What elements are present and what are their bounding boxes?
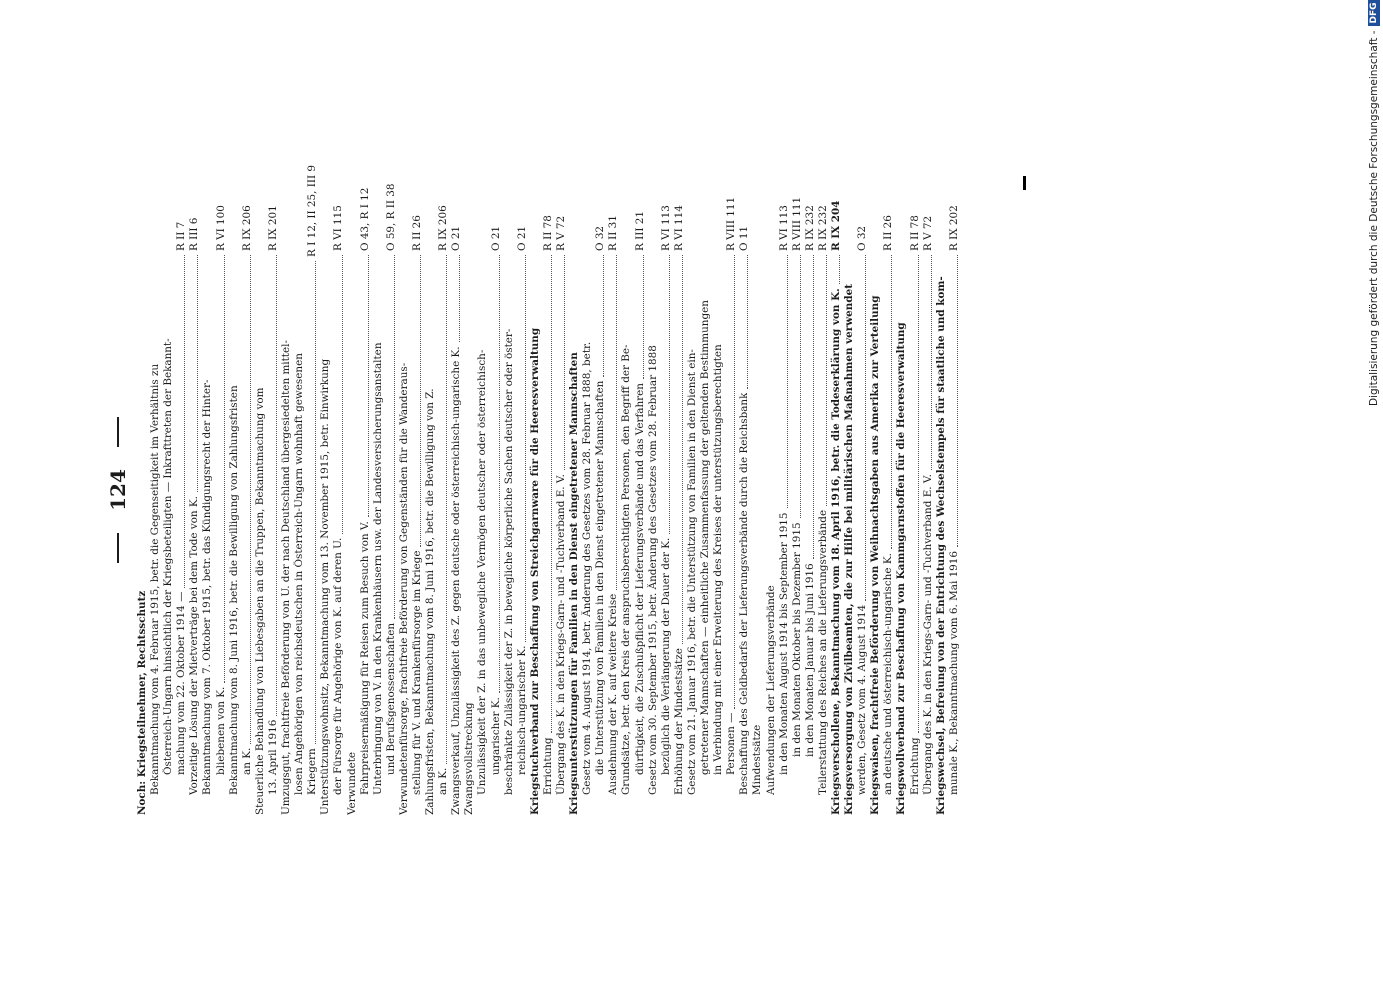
index-entry [332,165,345,815]
dot-leader [224,255,225,683]
dot-leader [747,255,748,389]
entry-reference: O 21 [489,225,502,251]
entry-text: in Verbindung mit einer Erweiterung des Kreises der unterstützungsberechtigten [712,344,725,775]
index-entry [503,165,516,815]
header-dash-left [117,533,119,563]
entry-reference: O 59, R II 38 [384,183,397,251]
index-entry [476,165,489,815]
entry-text: Gesetz vom 4. August 1914, betr. Änderung des Gesetzes vom 28. Februar 1888, betr. [581,341,594,795]
entry-text: in den Monaten Oktober bis Dezember 1915 [790,522,803,757]
dot-leader [459,255,460,342]
entry-reference: R VI 114 [672,205,685,251]
entry-text: Kriegsverschollene, Bekanntmachung vom 18. April 1916, betr. die Todeserklärung von K. [829,288,842,815]
dot-leader [800,255,801,518]
entry-text: in den Monaten Januar bis Juni 1916 [803,563,816,757]
index-entry [450,165,463,815]
dot-leader [499,255,500,693]
entry-reference: R II 26 [410,215,423,251]
dot-leader [682,255,683,644]
index-entry [817,165,830,815]
index-entry [319,165,332,815]
index-entry [228,165,241,815]
entry-text: Erhöhung der Mindestsätze [672,648,685,795]
entry-text: Grundsätze, betr. den Kreis der anspruchsberechtigten Personen, den Begriff der Be- [620,344,633,795]
dot-leader [250,255,251,744]
entry-text: Errichtung [908,737,921,795]
entry-reference: R IX 206 [240,205,253,251]
index-entry [765,165,778,815]
entry-text: Kriegern [306,748,319,795]
entry-reference: R IX 232 [803,205,816,251]
index-entry [581,165,594,815]
index-entry [791,165,804,815]
entry-text: Fahrpreisermäßigung für Reisen zum Besuch von V. [358,521,371,795]
index-entry [175,165,188,815]
index-entry [830,165,843,815]
entry-text: Steuerliche Behandlung von Liebesgaben an die Truppen, Bekanntmachung vom [253,387,266,815]
entry-text: Kriegswaisen, frachtfreie Beförderung von Weihnachtsgaben aus Amerika zur Verteilung [869,295,882,815]
entry-reference: R IX 206 [437,205,450,251]
index-entry [201,165,214,815]
index-entry [555,165,568,815]
index-entry [516,165,529,815]
entry-text: die Unterstützung von Familien in den Dienst eingetretener Mannschaften [594,380,607,775]
entry-reference: O 11 [738,225,751,251]
entry-reference: R III 21 [633,211,646,251]
entry-reference: R II 31 [607,215,620,251]
dot-leader [420,255,421,547]
dot-leader [643,255,644,379]
dot-leader [276,255,277,716]
entry-text: der Fürsorge für Angehörige von K. auf deren U. [332,537,345,795]
index-entry [437,165,450,815]
entry-text: munale K., Bekanntmachung vom 6. Mai 1916 [947,550,960,795]
index-entry [882,165,895,815]
entry-text: Kriegsunterstützungen für Familien in den Dienst eingetretener Mannschaften [568,352,581,815]
entry-text: Noch: Kriegsteilnehmer, Rechtsschutz [136,590,148,815]
index-entry [215,165,228,815]
dot-leader [551,255,552,733]
entry-text: Übergang des K. in den Kriegs-Garn- und -Tuchverband E. V. [555,474,567,795]
entry-text: Bekanntmachung vom 8. Juni 1916, betr. die Bewilligung von Zahlungsfristen [227,385,240,795]
dot-leader [184,255,185,588]
index-entry [463,165,476,815]
page-number: 124 [106,469,130,511]
entry-text: ungarischer K. [489,697,502,775]
index-entry [490,165,503,815]
entry-text: werden, Gesetz vom 4. August 1914 [856,604,869,795]
dot-leader [918,255,919,733]
index-entry [634,165,647,815]
dot-leader [315,261,316,744]
entry-reference: R II 78 [541,215,554,251]
entry-text: 13. April 1916 [266,719,279,795]
dfg-logo: DFG [1368,0,1380,26]
index-entry [267,165,280,815]
credit-text: Digitalisierung gefördert durch die Deutsche Forschungsgemeinschaft - [1368,30,1380,406]
entry-text: reichisch-ungarischer K. [515,645,528,775]
index-entry [280,165,293,815]
index-page [100,165,1220,815]
entry-text: Unterbringung von V. in den Krankenhäusern usw. der Landesversicherungsanstalten [371,342,384,795]
index-entry [778,165,791,815]
index-entry [188,165,201,815]
index-entry [738,165,751,815]
entry-text: bliebenen von K. [214,686,227,775]
dot-leader [787,255,788,508]
entry-text: Zahlungsfristen, Bekanntmachung vom 8. Juni 1916, betr. die Bewilligung von Z. [424,388,437,815]
dot-leader [734,255,735,709]
index-entry [948,165,961,815]
entry-text: Kriegswechsel, Befreiung von der Entrichtung des Wechselstempels für staatliche und kom- [934,276,947,815]
entry-text: Zwangsvollstreckung [463,702,476,815]
index-entry [856,165,869,815]
index-entry [751,165,764,815]
entry-text: stellung für V. und Krankenfürsorge im Kriege [410,550,423,795]
index-entry [935,165,948,815]
index-entry [346,165,359,815]
index-entry [385,165,398,815]
entry-text: Mindestsätze [751,724,764,795]
index-entry [594,165,607,815]
digitization-credit [1364,2,1383,406]
index-entry [869,165,882,815]
entry-text: Ausdehnung der K. auf weitere Kreise [607,593,620,795]
index-entry [411,165,424,815]
entry-reference: R VIII 111 [725,196,738,251]
entry-reference: R III 6 [188,217,201,251]
entry-text: bezüglich die Verlängerung der Dauer der K. [659,537,672,775]
entry-text: Kriegsversorgung von Zivilbeamten, die zur Hilfe bei militärischen Maßnahmen verwendet [843,283,856,815]
entry-text: Kriegswollverband zur Beschaffung von Kammgarnstoffen für die Heeresverwaltung [895,322,908,815]
index-entry [712,165,725,815]
entry-text: Gesetz vom 21. Januar 1916, betr. die Unterstützung von Familien in den Dienst ein- [685,349,698,795]
entry-reference: O 32 [856,225,869,251]
index-entry [424,165,437,815]
index-entry [372,165,385,815]
index-entry [529,165,542,815]
entry-reference: R IX 204 [829,200,842,251]
entry-text: Kriegstuchverband zur Beschaffung von Streichgarnware für die Heeresverwaltung [528,327,541,815]
entry-reference: R VIII 111 [790,196,803,251]
dot-leader [368,255,369,517]
entry-reference: R II 78 [908,215,921,251]
entry-reference: R IX 202 [947,205,960,251]
index-entry [398,165,411,815]
entry-text: Unzulässigkeit der Z. in das unbewegliche Vermögen deutscher oder österreichisch- [476,349,489,795]
entry-text: dürftigkeit, die Zuschußpflicht der Lieferungsverbände und das Verfahren [633,383,646,775]
entry-text: machung vom 22. Oktober 1914 — [175,591,188,775]
entry-reference: R IX 232 [816,205,829,251]
entry-reference: R V 72 [921,215,934,251]
entry-reference: R VI 100 [214,205,227,251]
dot-leader [525,255,526,642]
entry-reference: R I 12, II 25, III 9 [306,165,319,257]
dot-leader [839,255,840,284]
entry-text: an deutsche und österreichisch-ungarische K. [882,553,895,795]
index-entry [895,165,908,815]
index-entry [542,165,555,815]
entry-text: Aufwendungen der Lieferungsverbände [764,585,777,795]
dot-leader [342,255,343,534]
index-entry [136,165,149,815]
entry-reference: R V 72 [555,215,567,251]
index-entry [568,165,581,815]
index-entry [162,165,175,815]
entry-text: Übergang des K. in den Kriegs-Garn- und -Tuchverband E. V. [921,474,934,795]
entry-text: getretener Mannschaften — einheitliche Zusammenfassung der geltenden Bestimmungen [699,300,712,775]
index-entry [804,165,817,815]
dot-leader [957,255,958,547]
dot-leader [564,255,565,470]
index-entry [306,165,319,815]
index-entry [241,165,254,815]
index-entry-list [136,165,961,815]
dot-leader [394,255,395,619]
entry-text: Gesetz vom 30. September 1915, betr. Änderung des Gesetzes vom 28. Februar 1888 [646,345,659,795]
entry-text: losen Angehörigen von reichsdeutschen in Österreich-Ungarn wohnhaft gewesenen [293,353,306,795]
entry-text: Verwundete [345,751,358,815]
entry-text: Bekanntmachung vom 7. Oktober 1915, betr. das Kündigungsrecht der Hinter- [201,379,214,795]
index-entry [922,165,935,815]
entry-text: Errichtung [541,737,554,795]
entry-reference: R VI 115 [332,205,345,251]
dot-leader [603,255,604,377]
entry-reference: R II 26 [882,215,895,251]
index-entry [699,165,712,815]
header-dash-right [117,417,119,447]
index-entry [607,165,620,815]
index-entry [725,165,738,815]
entry-reference: R VI 113 [777,205,790,251]
index-entry [647,165,660,815]
entry-text: Vorzeitige Lösung der Mietverträge bei dem Tode von K. [188,496,201,795]
entry-reference: O 21 [450,225,463,251]
entry-text: Bekanntmachung vom 4. Februar 1915, betr. die Gegenseitigkeit im Verhältnis zu [149,363,162,795]
entry-text: beschränkte Zulässigkeit der Z. in bewegliche körperliche Sachen deutscher oder öster- [502,328,515,795]
dot-leader [865,255,866,601]
dot-leader [197,255,198,492]
index-entry [843,165,856,815]
entry-text: Zwangsverkauf, Unzulässigkeit des Z. gegen deutsche oder österreichisch-ungarische K. [450,346,463,815]
entry-text: Beschaffung des Geldbedarfs der Lieferungsverbände durch die Reichsbank [738,392,751,795]
entry-text: an K. [437,767,450,795]
entry-text: Verwundetenfürsorge, frachtfreie Beförderung von Gegenständen für die Wanderaus- [397,362,410,815]
entry-text: Umzugsgut, frachtfreie Beförderung von U. der nach Deutschland übergesiedelten mittel- [280,340,293,815]
dot-leader [826,255,827,506]
entry-text: und Berufsgenossenschaften [384,622,397,775]
dot-leader [891,255,892,549]
index-entry [909,165,922,815]
index-entry [620,165,633,815]
index-entry [673,165,686,815]
entry-text: Unterstützungswohnsitz, Bekanntmachung vom 13. November 1915, betr. Einwirkung [319,358,332,815]
entry-text: an K. [240,747,253,775]
dot-leader [813,255,814,559]
entry-reference: R VI 113 [659,205,672,251]
entry-text: Teilerstattung des Reiches an die Lieferungsverbände [816,509,829,795]
entry-text: Personen — [725,712,738,775]
index-entry [293,165,306,815]
page-header [100,165,136,815]
index-entry [686,165,699,815]
entry-reference: O 32 [594,225,607,251]
entry-text: in den Monaten August 1914 bis September 1915 [777,512,790,775]
entry-reference: O 43, R I 12 [358,187,371,251]
dot-leader [616,255,617,590]
index-entry [359,165,372,815]
entry-reference: O 21 [515,225,528,251]
dot-leader [669,255,670,534]
entry-text: Österreich-Ungarn hinsichtlich der Kriegsbeteiligten — Inkrafttreten der Bekannt- [162,338,175,775]
entry-reference: R II 7 [175,221,188,251]
index-entry [660,165,673,815]
index-entry [149,165,162,815]
dot-leader [446,255,447,764]
entry-reference: R IX 201 [266,205,279,251]
dot-leader [931,255,932,470]
index-entry [254,165,267,815]
